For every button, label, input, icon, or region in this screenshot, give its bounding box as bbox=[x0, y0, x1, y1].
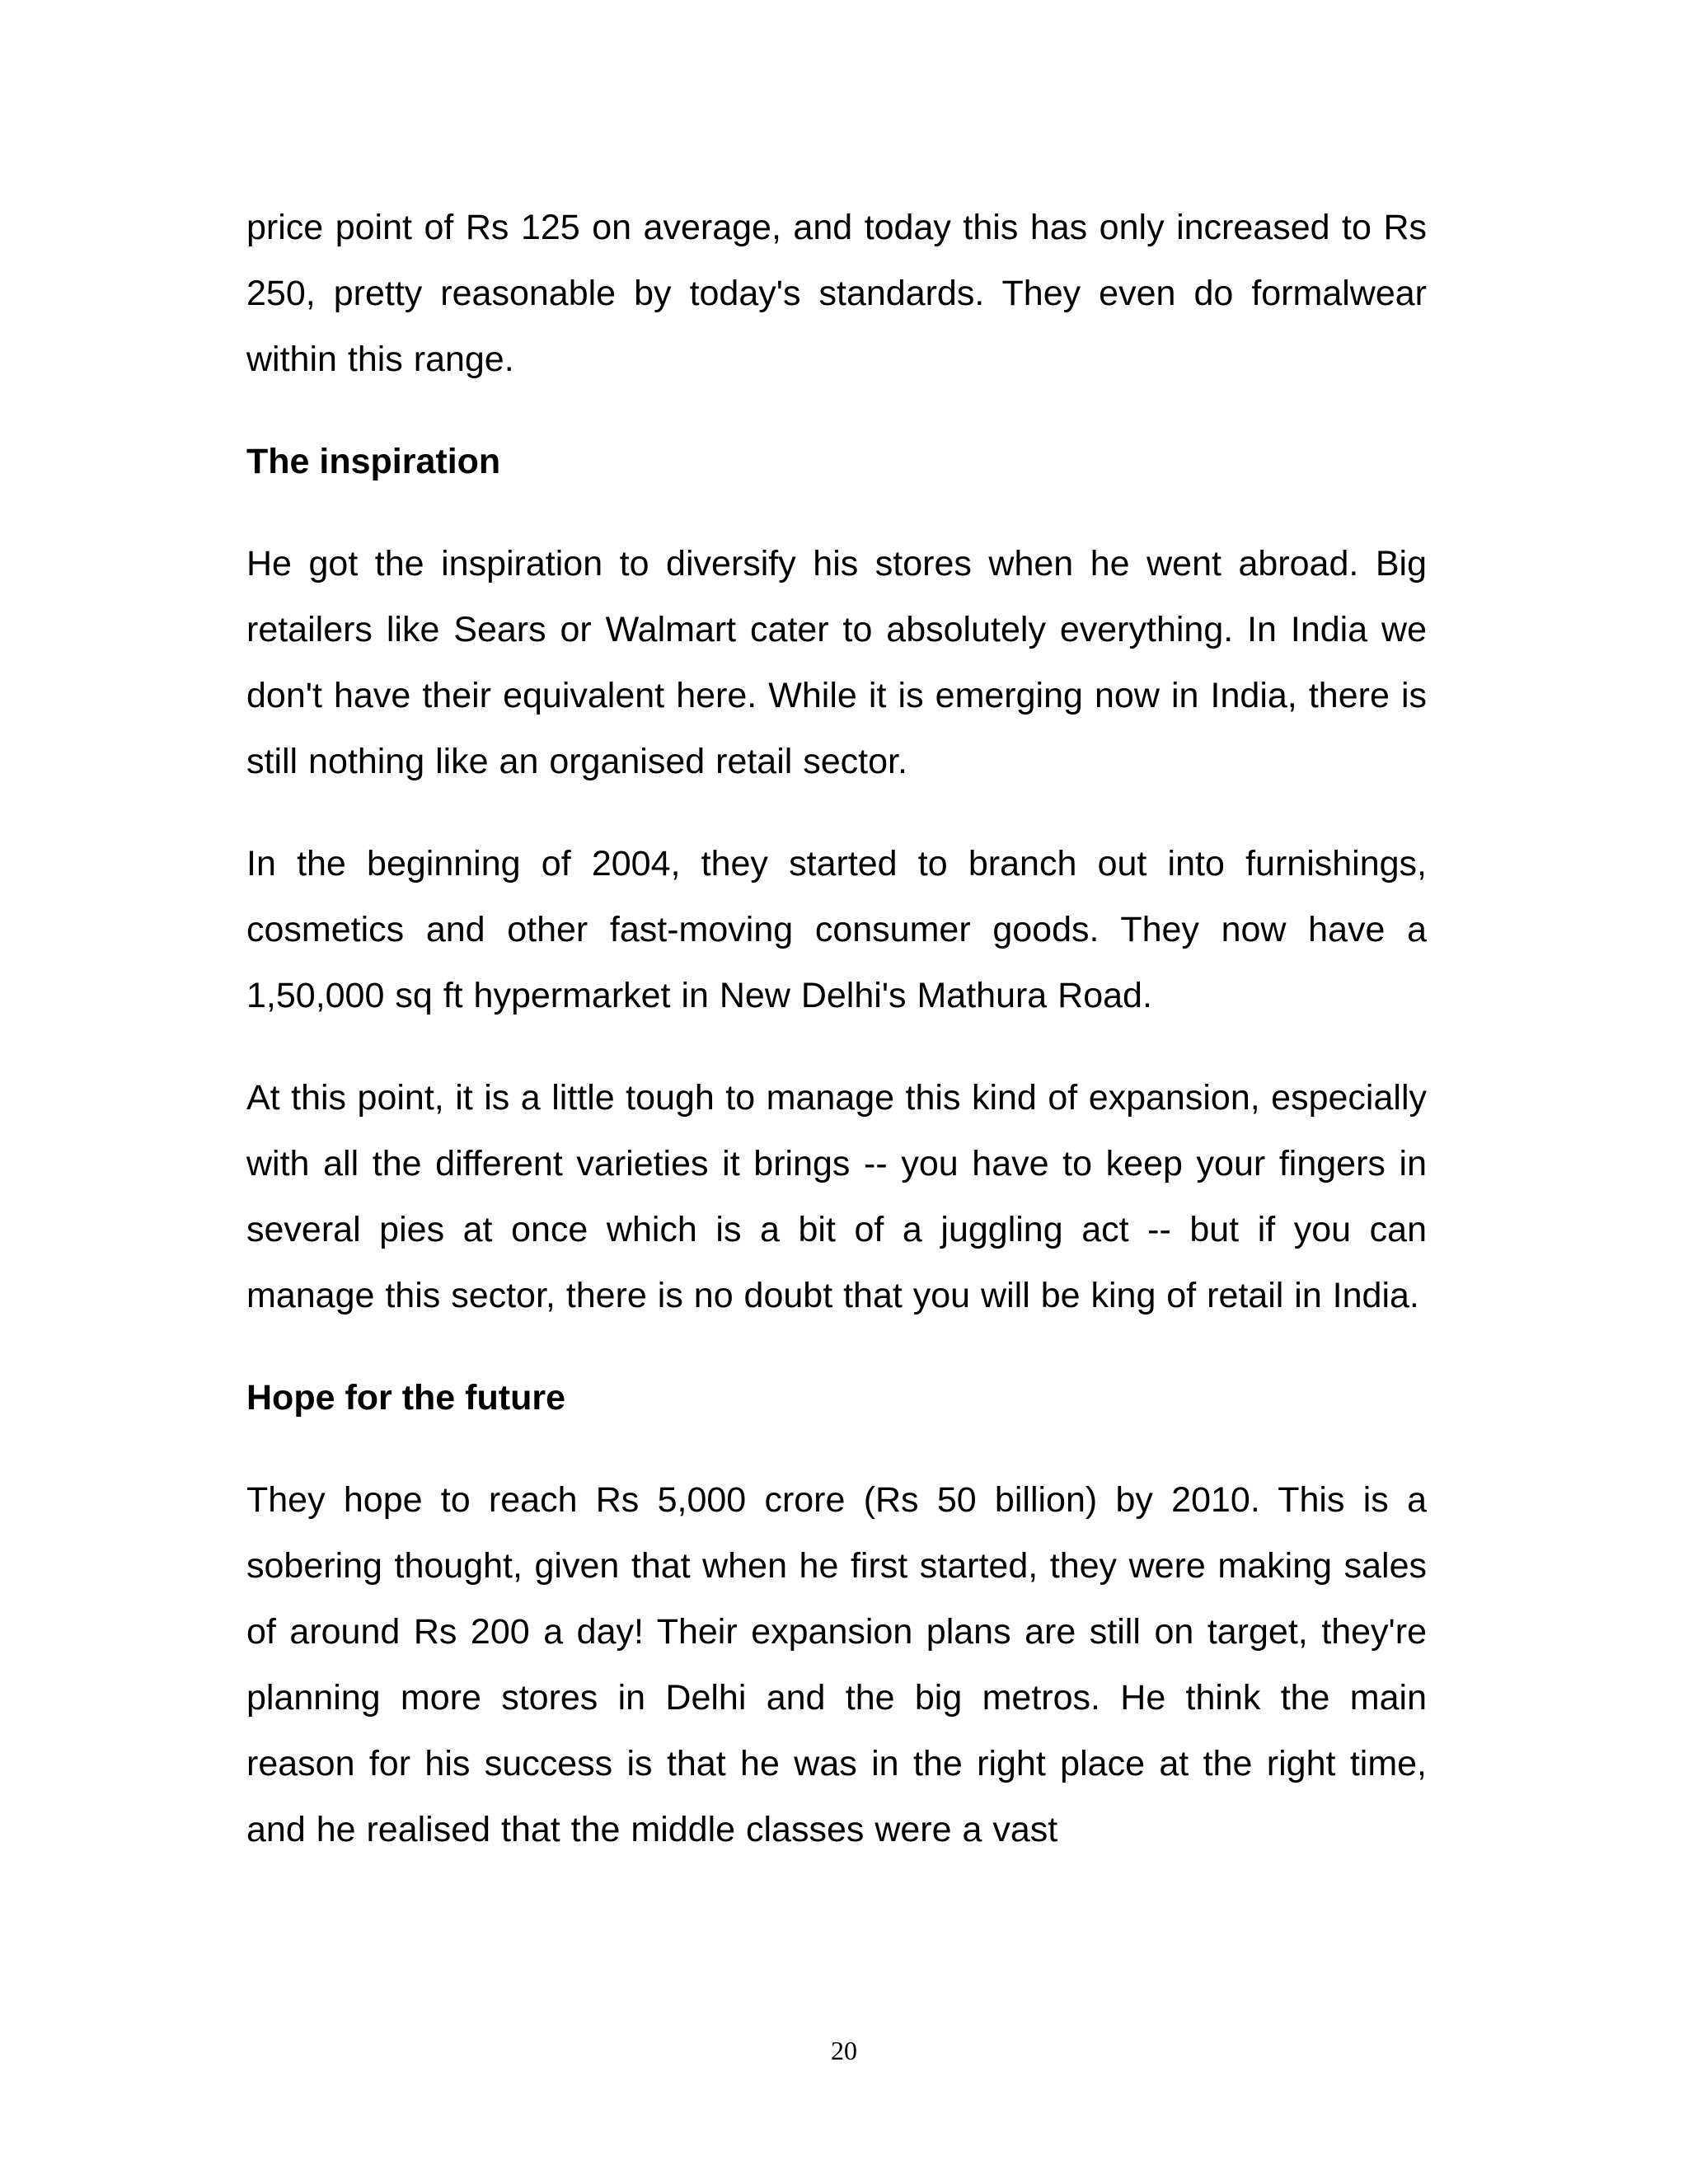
paragraph-branching-out: In the beginning of 2004, they started to branch out into furnishings, cosmetics and other fast-moving consumer goods. They now have a 1,50,000 sq ft hypermarket in New Delhi's Mathura Road. bbox=[246, 844, 1427, 1015]
heading-hope-for-the-future: Hope for the future bbox=[246, 1378, 565, 1418]
paragraph-inspiration: He got the inspiration to diversify his stores when he went abroad. Big retailers like Sears or Walmart cater to absolutely everything. In India we don't have their equivalent here. While it is emerging now in India, there is still nothing like an organised retail sector. bbox=[246, 544, 1427, 781]
paragraph-future-targets: They hope to reach Rs 5,000 crore (Rs 50 billion) by 2010. This is a sobering thought, given that when he first started, they were making sales of around Rs 200 a day! Their expansion plans are still on target, they're planning more stores in Delhi and the big metros. He think the main reason for his success is that he was in the right place at the right time, and he realised that the middle classes were a vast bbox=[246, 1480, 1427, 1849]
heading-the-inspiration: The inspiration bbox=[246, 442, 501, 481]
page-content bbox=[246, 194, 1427, 1899]
paragraph-expansion: At this point, it is a little tough to manage this kind of expansion, especially with all the different varieties it brings -- you have to keep your fingers in several pies at once which is a bit of a juggling act -- but if you can manage this sector, there is no doubt that you will be king of retail in India. bbox=[246, 1078, 1427, 1315]
paragraph-price-point: price point of Rs 125 on average, and today this has only increased to Rs 250, pretty reasonable by today's standards. They even do formalwear within this range. bbox=[246, 208, 1427, 379]
page-number: 20 bbox=[831, 2036, 857, 2065]
